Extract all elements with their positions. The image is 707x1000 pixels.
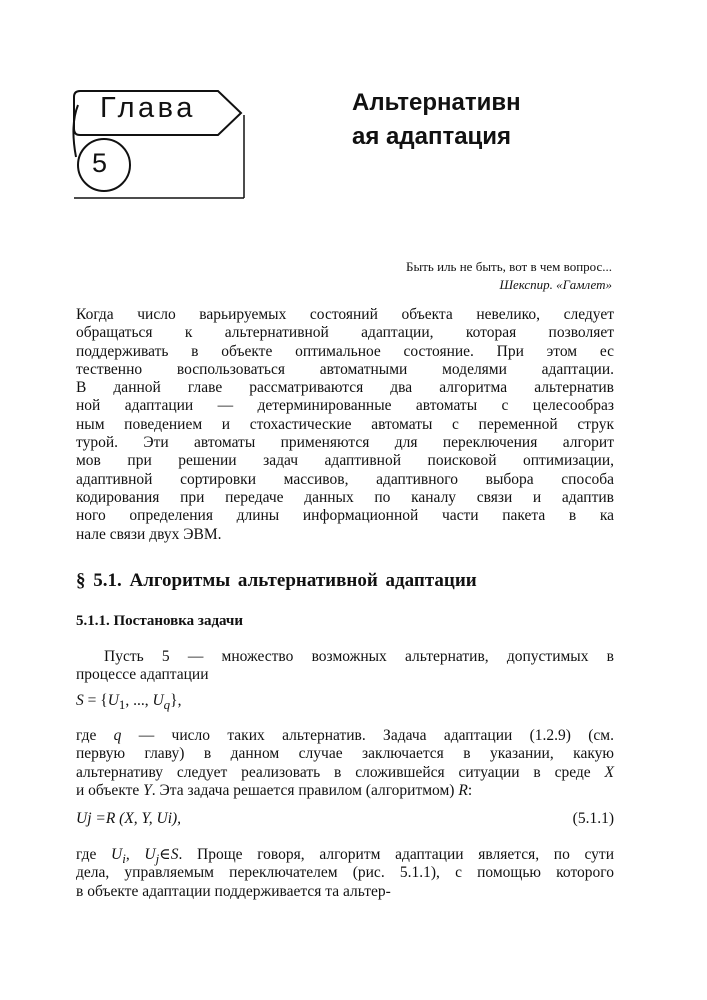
intro-paragraph	[76, 306, 614, 544]
intro-line: тественно воспользоваться автоматными моделями адаптации.	[76, 360, 614, 378]
formula-text: },	[170, 692, 182, 709]
paragraph-line: и объекте Y. Эта задача решается правилом (алгоритмом) R:	[76, 781, 473, 799]
intro-line: поддерживать в объекте оптимальное состояние. При этом ес	[76, 342, 614, 360]
formula-text: , ...,	[125, 692, 153, 709]
formula-symbol: S	[76, 692, 84, 709]
intro-line: адаптивной сортировки массивов, адаптивного выбора способа	[76, 470, 614, 488]
intro-line: Когда число варьируемых состояний объекта невелико, следует	[76, 306, 614, 323]
epigraph-source: Шекспир. «Гамлет»	[499, 277, 612, 292]
chapter-title	[352, 86, 612, 154]
formula-subscript: 1	[118, 697, 126, 713]
equation-number: (5.1.1)	[572, 810, 614, 827]
intro-line: В данной главе рассматриваются два алгоритма альтернатив	[76, 379, 614, 397]
intro-line: турой. Эти автоматы применяются для переключения алгорит	[76, 434, 614, 452]
formula-symbol: U	[152, 692, 164, 709]
paragraph-line: первую главу) в данном случае заключается в указании, какую	[76, 745, 614, 763]
paragraph-line: процессе адаптации	[76, 666, 209, 684]
paragraph-4	[76, 846, 614, 901]
paragraph-line: альтернативу следует реализовать в сложившейся ситуации в среде X	[76, 763, 614, 781]
epigraph-quote: Быть иль не быть, вот в чем вопрос...	[406, 259, 612, 274]
paragraph-2	[76, 648, 614, 685]
intro-line: ным поведением и стохастические автоматы с переменной струк	[76, 415, 614, 433]
epigraph	[406, 258, 612, 294]
chapter-title-line-1: Альтернативн	[352, 89, 521, 116]
intro-line: кодирования при передаче данных по каналу связи и адаптив	[76, 488, 614, 506]
intro-line: мов при решении задач адаптивной поисковой оптимизации,	[76, 452, 614, 470]
formula-subscript: q	[163, 697, 171, 713]
paragraph-line: где $U_i$, $U_j\in S$. Проще говоря, алгоритм адаптации является, по сути	[76, 846, 614, 867]
subsection-heading: 5.1.1. Постановка задачи	[76, 613, 244, 629]
paragraph-3	[76, 727, 614, 800]
chapter-title-line-2: ая адаптация	[352, 123, 512, 150]
formula-adaptation-rule	[76, 810, 181, 828]
section-heading: § 5.1. Алгоритмы альтернативной адаптации	[76, 570, 477, 591]
intro-line: нале связи двух ЭВМ.	[76, 525, 222, 543]
paragraph-line: дела, управляемым переключателем (рис. 5.1.1), с помощью которого	[76, 864, 614, 882]
intro-line: ного определения длины информационной части пакета в ка	[76, 507, 614, 525]
formula-symbol: U	[107, 692, 119, 709]
chapter-label: Глава	[100, 92, 196, 124]
intro-line: ной адаптации — детерминированные автоматы с целесообраз	[76, 397, 614, 415]
paragraph-line: в объекте адаптации поддерживается та альтер-	[76, 882, 391, 900]
chapter-number: 5	[92, 148, 108, 178]
paragraph-line: где q — число таких альтернатив. Задача адаптации (1.2.9) (см.	[76, 727, 614, 744]
formula-text: Uj =R (X, Y, Ui),	[76, 810, 182, 827]
paragraph-line: Пусть 5 — множество возможных альтернатив, допустимых в	[104, 648, 614, 665]
intro-line: обращаться к альтернативной адаптации, которая позволяет	[76, 324, 614, 342]
formula-text: = {	[83, 692, 108, 709]
formula-set-definition	[76, 692, 181, 713]
